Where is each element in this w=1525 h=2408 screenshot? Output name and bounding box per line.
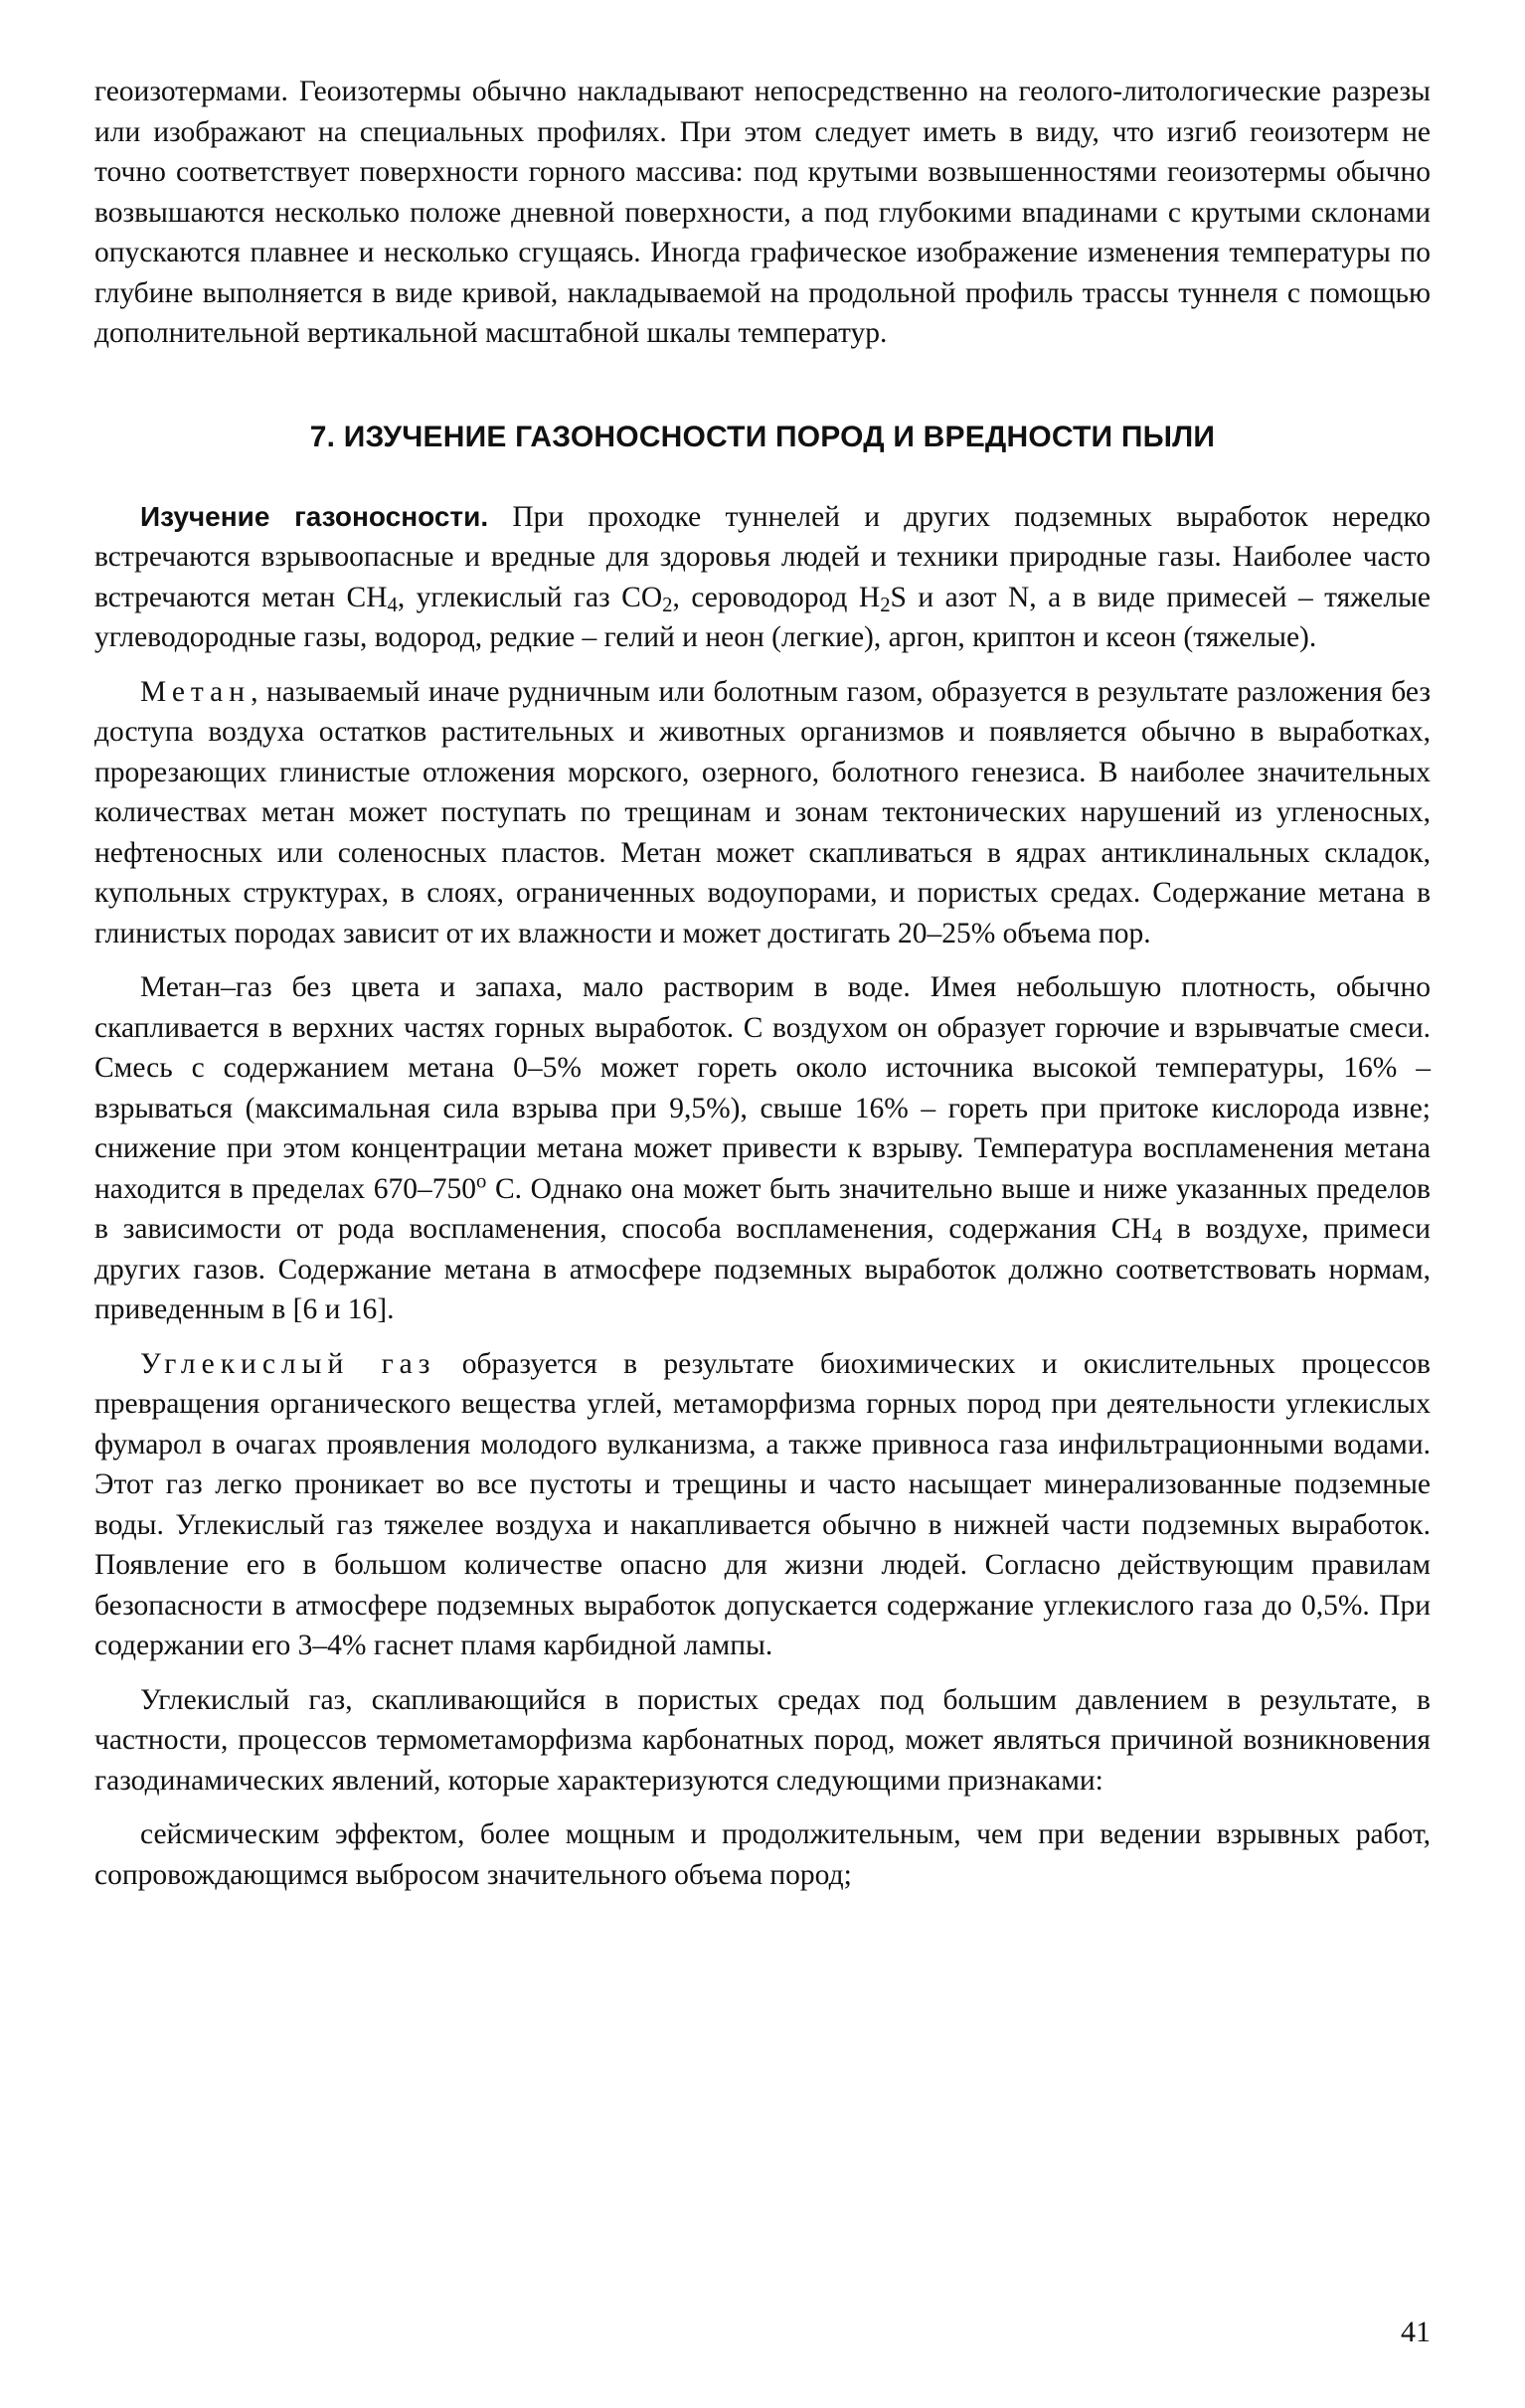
degree-mark: о: [476, 1170, 487, 1193]
term-methane: Метан: [140, 675, 252, 708]
paragraph-lead: Изучение газоносности.: [140, 500, 489, 532]
subscript: 4: [1151, 1226, 1163, 1249]
text-run: S и азот N, а в виде примесей – тяжелые углеводородные газы, водород, редкие – гелий и неон (легкие), аргон, криптон и ксеон (тяжелые).: [94, 581, 1431, 653]
text-run: , углекислый газ CO: [397, 581, 663, 613]
gas-dynamics-paragraph: Углекислый газ, скапливающийся в пористых средах под большим давлением в результате, в частности, процессов термометаморфизма карбонатных пород, может являться причиной возникновения газодинамических явлений, которые характеризуются следующими признаками:: [94, 1683, 1431, 1797]
carbon-dioxide-paragraph: [94, 1344, 1431, 1666]
term-carbon-dioxide: Углекислый газ: [140, 1347, 436, 1380]
gas-study-paragraph: [94, 497, 1431, 658]
text-run: образуется в результате биохимических и окислительных процессов превращения органического вещества углей, метаморфизма горных пород при деятельности углекислых фумарол в очагах проявления молодого вулканизма, а также привноса газа инфильтрационными водами. Этот газ легко проникает во все пустоты и трещины и часто насыщает минерализованные подземные воды. Углекислый газ тяжелее воздуха и накапливается обычно в нижней части подземных выработок. Появление его в большом количестве опасно для жизни людей. Согласно действующим правилам безопасности в атмосфере подземных выработок допускается содержание углекислого газа до 0,5%. При содержании его 3–4% гаснет пламя карбидной лампы.: [94, 1347, 1431, 1661]
subscript: 2: [662, 594, 673, 616]
text-run: , сероводород H: [672, 581, 881, 613]
page-number: 41: [1401, 2316, 1431, 2348]
text-run: в воздухе, примеси других газов. Содержание метана в атмосфере подземных выработок должно соответствовать нормам, приведенным в [6 и 16].: [94, 1213, 1431, 1325]
subscript: 4: [387, 594, 398, 616]
seismic-effect-paragraph: сейсмическим эффектом, более мощным и продолжительным, чем при ведении взрывных работ, сопровождающимся выбросом значительного объема пород;: [94, 1818, 1431, 1891]
methane-properties-paragraph: [94, 967, 1431, 1330]
text-run: С. Однако она может быть значительно выше и ниже указанных пределов в зависимости от рода воспламенения, способа воспламенения, содержания CH: [94, 1172, 1431, 1245]
intro-paragraph: геоизотермами. Геоизотермы обычно накладывают непосредственно на геолого-литологические разрезы или изображают на специальных профилях. При этом следует иметь в виду, что изгиб геоизотерм не точно соответствует поверхности горного массива: под крутыми возвышенностями геоизотермы обычно возвышаются несколько положе дневной поверхности, а под глубокими впадинами с крутыми склонами опускаются плавнее и несколько сгущаясь. Иногда графическое изображение изменения температуры по глубине выполняется в виде кривой, накладываемой на продольной профиль трассы туннеля с помощью дополнительной вертикальной масштабной шкалы температур.: [94, 76, 1431, 349]
text-run: При проходке туннелей и других подземных выработок нередко встречаются взрывоопасные и вредные для здоровья людей и техники природные газы. Наиболее часто встречаются метан CH: [94, 500, 1431, 613]
text-run: Метан–газ без цвета и запаха, мало растворим в воде. Имея небольшую плотность, обычно скапливается в верхних частях горных выработок. С воздухом он образует горючие и взрывчатые смеси. Смесь с содержанием метана 0–5% может гореть около источника высокой температуры, 16% – взрываться (максимальная сила взрыва при 9,5%), свыше 16% – гореть при притоке кислорода извне; снижение при этом концентрации метана может привести к взрыву. Температура воспламенения метана находится в пределах 670–750: [94, 971, 1431, 1205]
document-page: [94, 72, 1431, 2388]
subscript: 2: [880, 594, 891, 616]
text-run: , называемый иначе рудничным или болотным газом, образуется в результате разложения без доступа воздуха остатков растительных и животных организмов и появляется обычно в выработках, прорезающих глинистые отложения морского, озерного, болотного генезиса. В наиболее значительных количествах метан может поступать по трещинам и зонам тектонических нарушений из угленосных, нефтеносных или соленосных пластов. Метан может скапливаться в ядрах антиклинальных складок, купольных структурах, в слоях, ограниченных водоупорами, и пористых средах. Содержание метана в глинистых породах зависит от их влажности и может достигать 20–25% объема пор.: [94, 675, 1431, 949]
section-heading: 7. ИЗУЧЕНИЕ ГАЗОНОСНОСТИ ПОРОД И ВРЕДНОСТИ ПЫЛИ: [309, 420, 1216, 453]
methane-paragraph: [94, 672, 1431, 954]
